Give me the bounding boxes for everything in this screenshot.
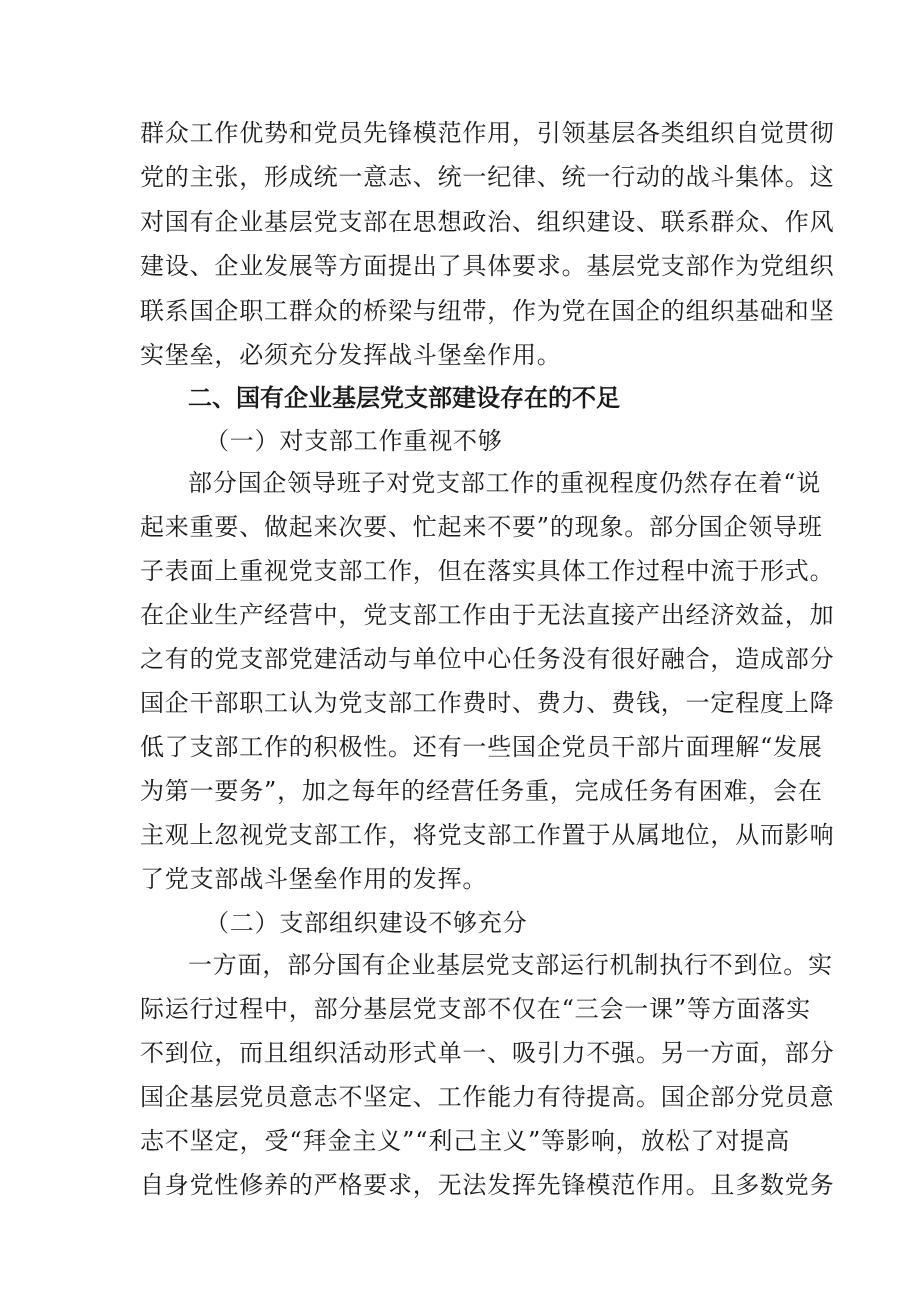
paragraph-line: 为第一要务”，加之每年的经营任务重，完成任务有困难，会在: [140, 777, 823, 805]
paragraph-line: 群众工作优势和党员先锋模范作用，引领基层各类组织自觉贯彻: [140, 119, 835, 147]
paragraph-line: 自身党性修养的严格要求，无法发挥先锋模范作用。且多数党务: [140, 1171, 835, 1199]
paragraph-line: 了党支部战斗堡垒作用的发挥。: [140, 865, 488, 893]
paragraph-line: 实堡垒，必须充分发挥战斗堡垒作用。: [140, 341, 562, 369]
paragraph-line: 低了支部工作的积极性。还有一些国企党员干部片面理解“发展: [140, 733, 823, 761]
subsection-heading: （二）支部组织建设不够充分: [205, 909, 528, 937]
paragraph-line: 国企基层党员意志不坚定、工作能力有待提高。国企部分党员意: [140, 1083, 835, 1111]
paragraph-line: 在企业生产经营中，党支部工作由于无法直接产出经济效益，加: [140, 601, 835, 629]
paragraph-line: 对国有企业基层党支部在思想政治、组织建设、联系群众、作风: [140, 208, 835, 236]
paragraph-line: 子表面上重视党支部工作，但在落实具体工作过程中流于形式。: [140, 557, 835, 585]
section-heading: 二、国有企业基层党支部建设存在的不足: [188, 384, 620, 412]
paragraph-line: 不到位，而且组织活动形式单一、吸引力不强。另一方面，部分: [140, 1039, 835, 1067]
paragraph-line: 一方面，部分国有企业基层党支部运行机制执行不到位。实: [188, 951, 833, 979]
paragraph-line: 际运行过程中，部分基层党支部不仅在“三会一课”等方面落实: [140, 995, 811, 1023]
paragraph-line: 部分国企领导班子对党支部工作的重视程度仍然存在着“说: [188, 469, 822, 497]
paragraph-line: 起来重要、做起来次要、忙起来不要”的现象。部分国企领导班: [140, 513, 823, 541]
paragraph-line: 之有的党支部党建活动与单位中心任务没有很好融合，造成部分: [140, 645, 835, 673]
paragraph-line: 主观上忽视党支部工作，将党支部工作置于从属地位，从而影响: [140, 821, 835, 849]
subsection-heading: （一）对支部工作重视不够: [205, 427, 503, 455]
paragraph-line: 国企干部职工认为党支部工作费时、费力、费钱，一定程度上降: [140, 689, 835, 717]
paragraph-line: 建设、企业发展等方面提出了具体要求。基层党支部作为党组织: [140, 252, 835, 280]
paragraph-line: 联系国企职工群众的桥梁与纽带，作为党在国企的组织基础和坚: [140, 297, 835, 325]
paragraph-line: 党的主张，形成统一意志、统一纪律、统一行动的战斗集体。这: [140, 163, 835, 191]
paragraph-line: 志不坚定，受“拜金主义”“利己主义”等影响，放松了对提高: [140, 1127, 790, 1155]
